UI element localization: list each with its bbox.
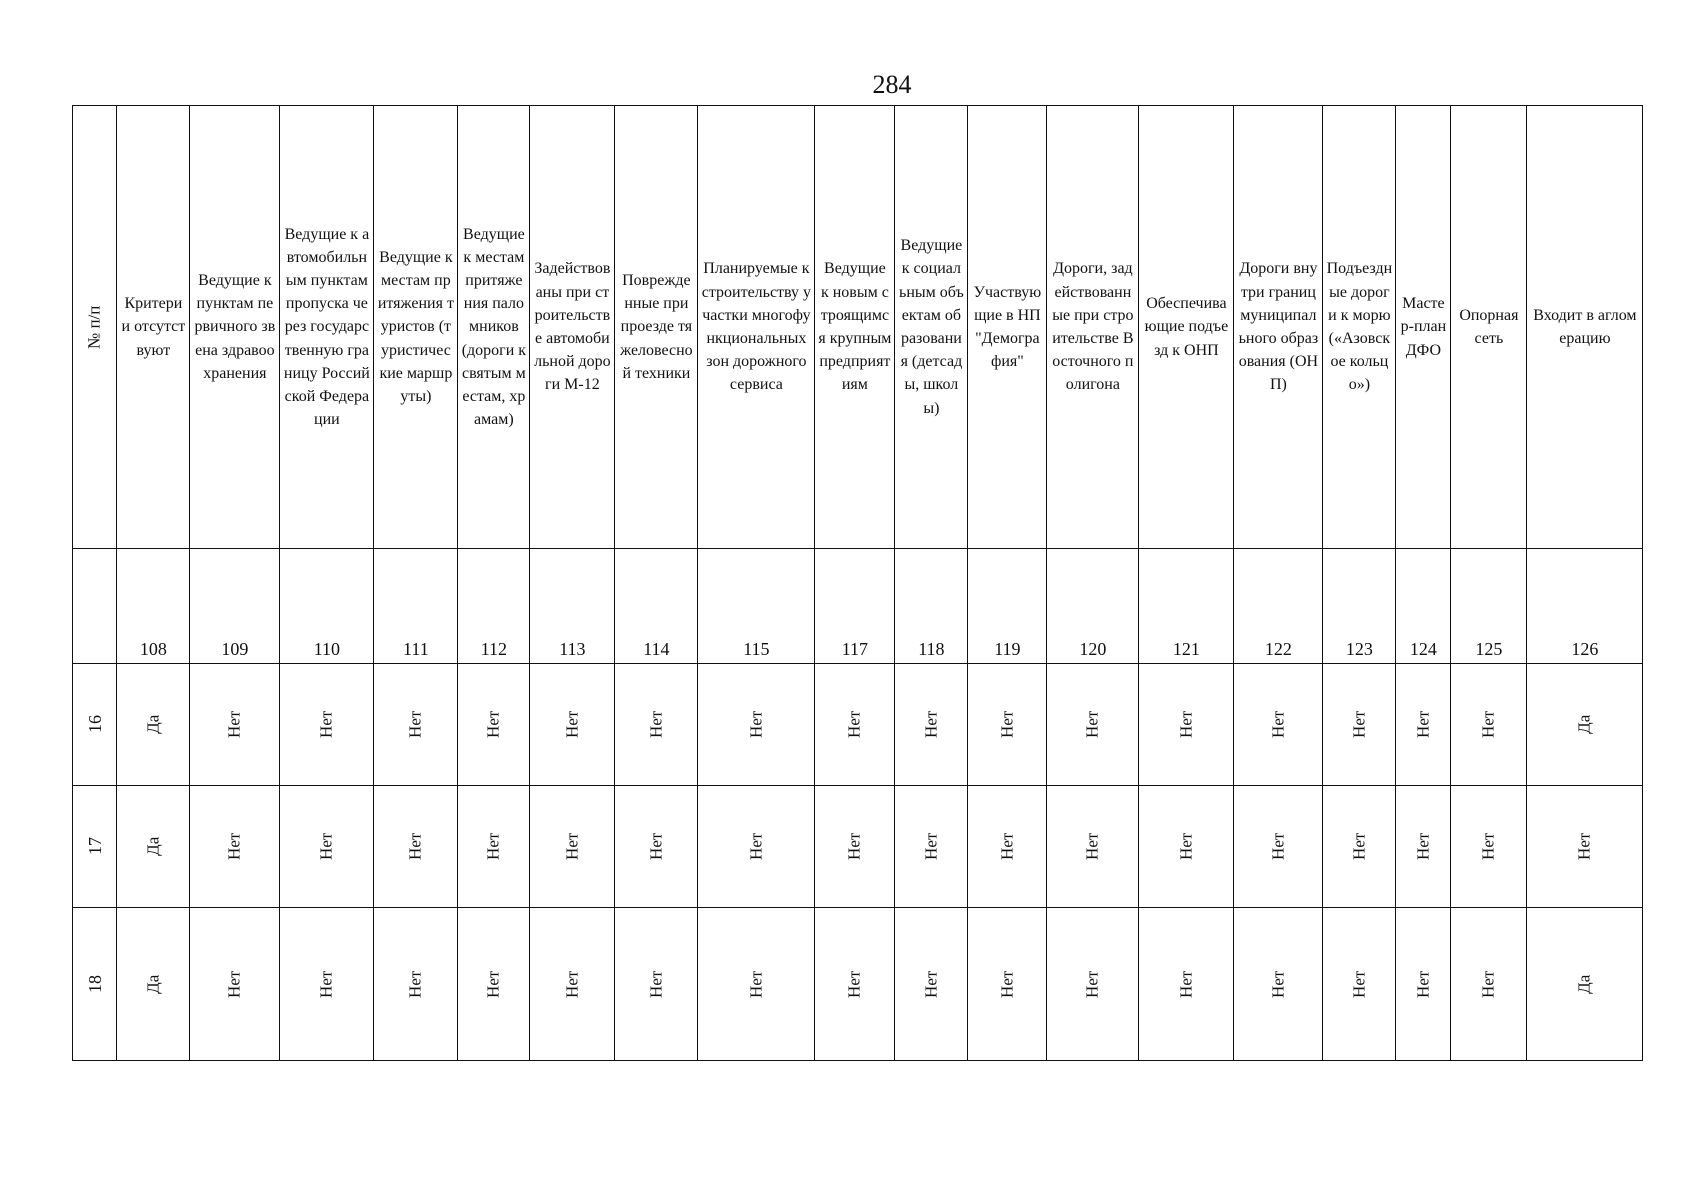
table-cell [530, 908, 615, 1061]
cell-value: Нет [562, 710, 582, 739]
table-cell [374, 664, 458, 786]
cell-value: Нет [1413, 710, 1433, 739]
table-cell [895, 786, 968, 908]
table-cell [1396, 786, 1451, 908]
table-cell [1047, 786, 1139, 908]
table-cell [117, 664, 190, 786]
header-row [73, 106, 1643, 549]
column-number: 113 [530, 549, 615, 664]
column-header [1047, 106, 1139, 549]
cell-value: Нет [1349, 970, 1369, 998]
cell-value: Нет [1176, 710, 1196, 739]
table-cell [698, 908, 815, 1061]
cell-value: Нет [1176, 970, 1196, 998]
column-number [73, 549, 117, 664]
row-number-cell [73, 786, 117, 908]
cell-value: Нет [1413, 832, 1433, 861]
table-cell [968, 786, 1047, 908]
column-header-label: Подъездные дороги к морю («Азовское кольцо») [1326, 260, 1393, 394]
table-row [73, 786, 1643, 908]
column-number: 111 [374, 549, 458, 664]
cell-value: Нет [1478, 710, 1498, 739]
column-header-label: Входит в агломерацию [1533, 306, 1637, 347]
table-cell [117, 908, 190, 1061]
table-cell [698, 786, 815, 908]
cell-value: Нет [405, 832, 425, 861]
column-header-label: Участвующие в НП "Демография" [973, 283, 1042, 371]
column-header [1139, 106, 1234, 549]
cell-value: Нет [562, 832, 582, 861]
cell-value: Нет [224, 710, 244, 739]
table-cell [1323, 908, 1396, 1061]
cell-value: Нет [646, 710, 666, 739]
column-header [1234, 106, 1323, 549]
cell-value: Да [143, 836, 163, 857]
column-header [1323, 106, 1396, 549]
column-header [280, 106, 374, 549]
column-header-label: Ведущие к новым строящимся крупным предприятиям [818, 260, 892, 394]
cell-value: Нет [921, 832, 941, 861]
column-number: 124 [1396, 549, 1451, 664]
table-cell [1323, 786, 1396, 908]
row-number: 18 [84, 974, 105, 993]
cell-value: Нет [1349, 832, 1369, 861]
cell-value: Нет [562, 970, 582, 998]
table-cell [1234, 786, 1323, 908]
cell-value: Да [143, 974, 163, 994]
table-cell [1139, 786, 1234, 908]
cell-value: Да [143, 714, 163, 735]
table-cell [1047, 664, 1139, 786]
table-cell [615, 664, 698, 786]
column-number: 108 [117, 549, 190, 664]
table-cell [895, 664, 968, 786]
column-number: 119 [968, 549, 1047, 664]
column-header-label: Обеспечивающие подъезд к ОНП [1144, 295, 1229, 359]
cell-value: Нет [997, 832, 1017, 861]
column-header-label: Дороги внутри границ муниципального образования (ОНП) [1238, 260, 1319, 394]
table-cell [895, 908, 968, 1061]
table-cell [458, 908, 530, 1061]
table-cell [1323, 664, 1396, 786]
column-header-label: Ведущие к автомобильным пунктам пропуска через государственную границу Российской Федерации [283, 225, 370, 429]
table-cell [1139, 664, 1234, 786]
cell-value: Да [1574, 714, 1594, 735]
column-header [374, 106, 458, 549]
column-number: 121 [1139, 549, 1234, 664]
table-cell [280, 786, 374, 908]
column-header [698, 106, 815, 549]
page-number: 284 [872, 70, 912, 99]
column-number: 114 [615, 549, 698, 664]
table-cell [615, 908, 698, 1061]
table-cell [530, 664, 615, 786]
column-number: 126 [1527, 549, 1643, 664]
row-number-cell [73, 908, 117, 1061]
table-cell [190, 786, 280, 908]
cell-value: Нет [646, 970, 666, 998]
cell-value: Нет [844, 970, 864, 998]
table-cell [815, 786, 895, 908]
table-cell [1451, 786, 1527, 908]
column-header-label: Ведущие к местам притяжения туристов (туристические маршруты) [377, 248, 454, 405]
column-number-row [73, 549, 1643, 664]
cell-value: Нет [746, 970, 766, 998]
table-cell [1451, 664, 1527, 786]
column-number: 110 [280, 549, 374, 664]
cell-value: Нет [405, 970, 425, 998]
column-header-label: Ведущие к пунктам первичного звена здравоохранения [194, 272, 276, 382]
table-cell [374, 908, 458, 1061]
column-number: 117 [815, 549, 895, 664]
cell-value: Нет [316, 970, 336, 998]
column-header-label: Критерии отсутствуют [121, 295, 186, 359]
table-cell [458, 786, 530, 908]
cell-value: Нет [483, 970, 503, 998]
cell-value: Нет [405, 710, 425, 739]
column-header-label: № п/п [84, 305, 104, 349]
table-cell [117, 786, 190, 908]
column-header [73, 106, 117, 549]
column-header [615, 106, 698, 549]
cell-value: Нет [1268, 710, 1288, 739]
column-number: 123 [1323, 549, 1396, 664]
cell-value: Нет [746, 832, 766, 861]
column-header-label: Мастер-план ДФО [1400, 295, 1447, 359]
cell-value: Нет [224, 832, 244, 861]
column-header [117, 106, 190, 549]
table-cell [190, 664, 280, 786]
column-number: 109 [190, 549, 280, 664]
cell-value: Нет [1574, 832, 1594, 861]
cell-value: Нет [1082, 710, 1102, 739]
table-cell [1527, 908, 1643, 1061]
table-cell [698, 664, 815, 786]
cell-value: Нет [844, 710, 864, 739]
table-cell [815, 664, 895, 786]
cell-value: Нет [316, 710, 336, 739]
table-cell [968, 664, 1047, 786]
column-number: 122 [1234, 549, 1323, 664]
column-header [815, 106, 895, 549]
table-cell [615, 786, 698, 908]
table-cell [1234, 664, 1323, 786]
cell-value: Нет [746, 710, 766, 739]
cell-value: Нет [1413, 970, 1433, 998]
column-number: 120 [1047, 549, 1139, 664]
column-header [895, 106, 968, 549]
cell-value: Нет [316, 832, 336, 861]
cell-value: Нет [224, 970, 244, 998]
table-cell [1396, 664, 1451, 786]
cell-value: Нет [997, 970, 1017, 998]
cell-value: Нет [483, 710, 503, 739]
table-cell [374, 786, 458, 908]
column-header-label: Дороги, задействованные при строительстве Восточного полигона [1052, 260, 1134, 394]
cell-value: Нет [483, 832, 503, 861]
table-cell [190, 908, 280, 1061]
column-header-label: Опорная сеть [1459, 306, 1519, 347]
column-number: 115 [698, 549, 815, 664]
column-header [190, 106, 280, 549]
cell-value: Нет [1478, 970, 1498, 998]
table-cell [1396, 908, 1451, 1061]
row-number: 17 [84, 837, 105, 856]
cell-value: Нет [1349, 710, 1369, 739]
table-cell [280, 908, 374, 1061]
cell-value: Нет [646, 832, 666, 861]
cell-value: Нет [1478, 832, 1498, 861]
table-cell [968, 908, 1047, 1061]
column-header [530, 106, 615, 549]
cell-value: Нет [1176, 832, 1196, 861]
row-number-cell [73, 664, 117, 786]
cell-value: Нет [921, 710, 941, 739]
cell-value: Нет [921, 970, 941, 998]
column-header-label: Ведущие к социальным объектам образования (детсады, школы) [899, 237, 964, 417]
column-header [1396, 106, 1451, 549]
table-cell [1139, 908, 1234, 1061]
row-number: 16 [84, 715, 105, 734]
table-cell [1527, 664, 1643, 786]
table-cell [1451, 908, 1527, 1061]
table-cell [280, 664, 374, 786]
column-header [1451, 106, 1527, 549]
table-cell [1047, 908, 1139, 1061]
cell-value: Да [1574, 974, 1594, 994]
table-cell [815, 908, 895, 1061]
cell-value: Нет [1082, 970, 1102, 998]
column-number: 118 [895, 549, 968, 664]
column-header-label: Планируемые к строительству участки многофункциональных зон дорожного сервиса [701, 260, 812, 394]
column-header [1527, 106, 1643, 549]
cell-value: Нет [1268, 832, 1288, 861]
criteria-table [72, 105, 1643, 1061]
table-cell [458, 664, 530, 786]
column-number: 112 [458, 549, 530, 664]
table-cell [1234, 908, 1323, 1061]
cell-value: Нет [997, 710, 1017, 739]
column-header-label: Ведущие к местам притяжения паломников (дороги к святым местам, храмам) [461, 225, 527, 429]
column-header-label: Задействованы при строительстве автомобильной дороги М-12 [534, 260, 611, 394]
column-number: 125 [1451, 549, 1527, 664]
cell-value: Нет [1268, 970, 1288, 998]
table-row [73, 908, 1643, 1061]
cell-value: Нет [1082, 832, 1102, 861]
column-header [458, 106, 530, 549]
column-header-label: Поврежденные при проезде тяжеловесной техники [620, 272, 693, 382]
column-header [968, 106, 1047, 549]
table-cell [530, 786, 615, 908]
cell-value: Нет [844, 832, 864, 861]
table-cell [1527, 786, 1643, 908]
table-row [73, 664, 1643, 786]
